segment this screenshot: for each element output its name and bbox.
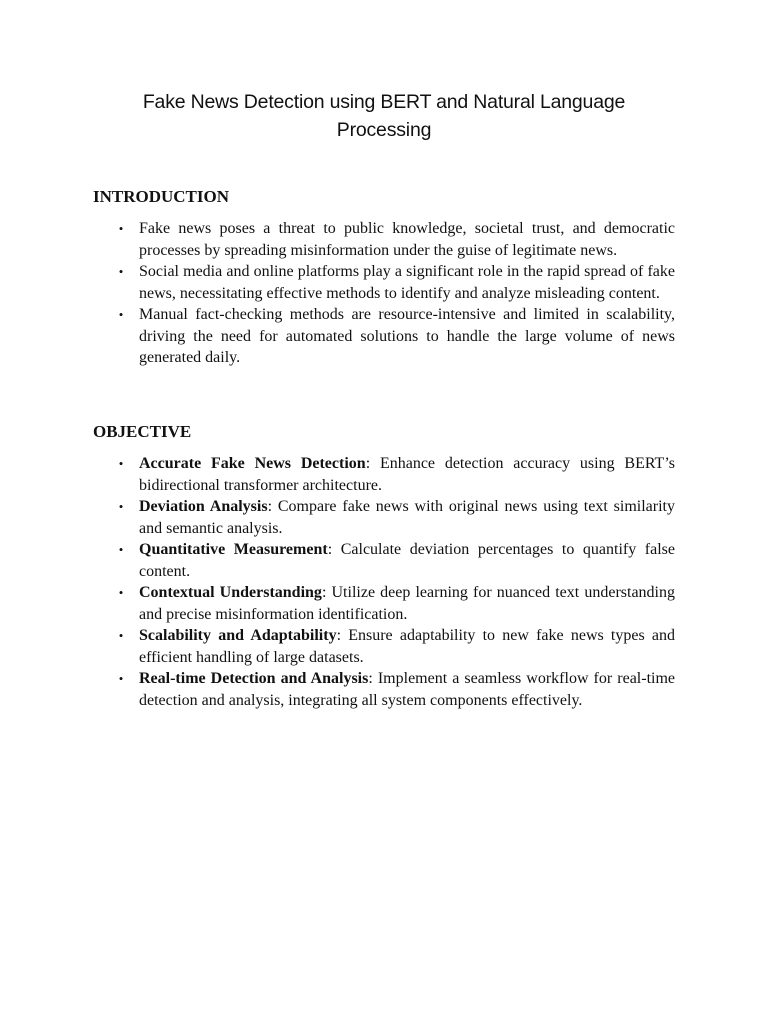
list-item-term: Quantitative Measurement	[139, 541, 328, 558]
bullet-icon: •	[118, 264, 124, 279]
list-item-term: Scalability and Adaptability	[139, 627, 337, 644]
list-item	[93, 218, 675, 261]
list-item-text: : Compare fake news with original news using text similarity and semantic analysis.	[139, 498, 676, 537]
bullet-icon: •	[118, 585, 124, 600]
list-item-text: : Utilize deep learning for nuanced text understanding and precise misinformation identification.	[139, 584, 675, 623]
list-item	[93, 496, 675, 539]
list-item	[93, 582, 675, 625]
list-item	[93, 625, 675, 668]
introduction-heading: INTRODUCTION	[93, 187, 230, 206]
list-item-text: Manual fact-checking methods are resource-intensive and limited in scalability, driving the need for automated solutions to handle the large volume of news generated daily.	[139, 306, 675, 366]
list-item	[93, 304, 675, 369]
bullet-icon: •	[118, 307, 124, 322]
list-item-term: Real-time Detection and Analysis	[139, 670, 369, 687]
bullet-icon: •	[118, 671, 124, 686]
list-item-text: : Implement a seamless workflow for real-time detection and analysis, integrating all system components effectively.	[139, 670, 676, 709]
list-item	[93, 539, 675, 582]
bullet-icon: •	[118, 456, 124, 471]
objective-heading: OBJECTIVE	[93, 422, 192, 441]
bullet-icon: •	[118, 499, 124, 514]
bullet-icon: •	[118, 542, 124, 557]
list-item-text: Fake news poses a threat to public knowledge, societal trust, and democratic processes by spreading misinformation under the guise of legitimate news.	[139, 220, 675, 259]
list-item	[93, 261, 675, 304]
document-title: Fake News Detection using BERT and Natural Language Processing	[142, 91, 626, 141]
list-item-text: : Ensure adaptability to new fake news types and efficient handling of large datasets.	[139, 627, 675, 666]
list-item-term: Accurate Fake News Detection	[139, 455, 366, 472]
list-item	[93, 453, 675, 496]
list-item-term: Deviation Analysis	[139, 498, 268, 515]
bullet-icon: •	[118, 221, 124, 236]
list-item	[93, 668, 675, 711]
list-item-text: : Calculate deviation percentages to quantify false content.	[139, 541, 676, 580]
list-item-text: : Enhance detection accuracy using BERT’s bidirectional transformer architecture.	[139, 455, 675, 494]
introduction-list	[93, 218, 675, 369]
list-item-text: Social media and online platforms play a significant role in the rapid spread of fake news, necessitating effective methods to identify and analyze misleading content.	[139, 263, 675, 302]
list-item-term: Contextual Understanding	[139, 584, 322, 601]
objective-list	[93, 453, 675, 711]
bullet-icon: •	[118, 628, 124, 643]
